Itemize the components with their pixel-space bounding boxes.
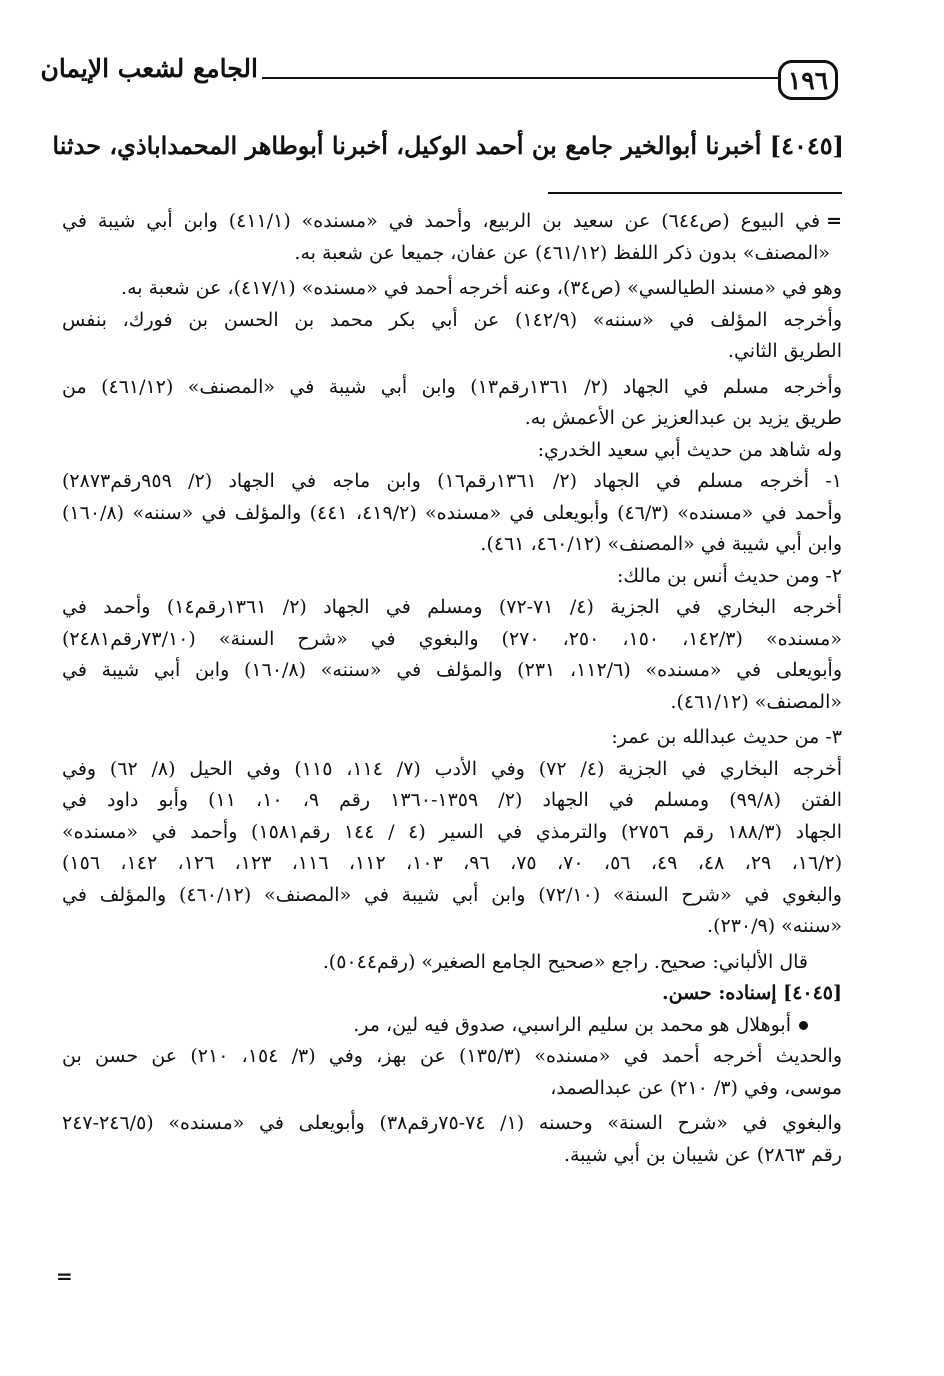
- header-rule: [262, 77, 778, 79]
- albani-verdict: قال الألباني: صحيح. راجع «صحيح الجامع الصغير» (رقم٥٠٤٤).: [322, 950, 808, 973]
- footnote-line: (١٦/٢، ٢٩، ٤٨، ٤٩، ٥٦، ٧٠، ٧٥، ٩٦، ١٠٣، ١١٢، ١١٦، ١٢٣، ١٢٦، ١٤٢، ١٥٦): [62, 852, 842, 874]
- continuation-marker-bottom: =: [56, 1264, 73, 1288]
- footnote-line: أخرجه البخاري في الجزية (٤/ ٧١-٧٢) ومسلم في الجهاد (٢/ ١٣٦١رقم١٤) وأحمد في: [62, 596, 842, 618]
- footnote-line: «المصنف» (٤٦١/١٢).: [670, 690, 842, 713]
- footnote-line: ٣- من حديث عبدالله بن عمر:: [611, 726, 842, 748]
- footnote-line: وأبويعلى في «مسنده» (١١٢/٦، ٢٣١) والمؤلف في «سننه» (١٦٠/٨) وابن أبي شيبة في: [62, 659, 842, 681]
- footnote-line: وابن أبي شيبة في «المصنف» (٤٦٠/١٢، ٤٦١).: [480, 533, 842, 555]
- continuation-marker-top: =: [826, 210, 842, 232]
- footnote-line: «سننه» (٢٣٠/٩).: [707, 915, 842, 937]
- footnote-line: الطريق الثاني.: [727, 340, 842, 362]
- footnote-line: الفتن (٩٩/٨) ومسلم في الجهاد (٢/ ١٣٥٩-١٣٦٠ رقم ٩، ١٠، ١١) وأبو داود في: [62, 789, 842, 811]
- footnote-line: وأحمد في «مسنده» (٤٦/٣) وأبويعلى في «مسنده» (٤١٩/٢، ٤٤١) والمؤلف في «سننه» (١٦٠/٨): [62, 501, 842, 524]
- footnote-line: طريق يزيد بن عبدالعزيز عن الأعمش به.: [524, 407, 842, 429]
- footnote-line: وأخرجه مسلم في الجهاد (٢/ ١٣٦١رقم١٣) وابن أبي شيبة في «المصنف» (٤٦١/١٢) من: [62, 375, 842, 398]
- running-title: الجامع لشعب الإيمان: [40, 54, 258, 83]
- footnotes: [62, 206, 842, 1171]
- footnote-line: «المصنف» بدون ذكر اللفظ (٤٦١/١٢) عن عفان، جميعا عن شعبة به.: [294, 241, 830, 264]
- footnote-line: موسى، وفي (٣/ ٢١٠) عن عبدالصمد،: [550, 1076, 842, 1099]
- footnote-line: والبغوي في «شرح السنة» وحسنه (١/ ٧٤-٧٥رقم٣٨) وأبويعلى في «مسنده» (٢٤٦/٥-٢٤٧: [62, 1112, 842, 1134]
- note-heading: [٤٠٤٥] إسناده: حسن.: [662, 982, 842, 1004]
- main-text-line: [٤٠٤٥] أخبرنا أبوالخير جامع بن أحمد الوكيل، أخبرنا أبوطاهر المحمداباذي، حدثنا: [52, 131, 844, 160]
- page-number-text: ١٩٦: [787, 65, 829, 95]
- footnote-separator: [548, 192, 842, 194]
- footnote-line: رقم ٢٨٦٣) عن شيبان بن أبي شيبة.: [563, 1143, 842, 1166]
- footnote-line: والحديث أخرجه أحمد في «مسنده» (١٣٥/٣) عن بهز، وفي (٣/ ١٥٤، ٢١٠) عن حسن بن: [62, 1045, 842, 1067]
- footnote-line: ١- أخرجه مسلم في الجهاد (٢/ ١٣٦١رقم١٦) وابن ماجه في الجهاد (٢/ ٩٥٩رقم٢٨٧٣): [62, 470, 842, 492]
- footnote-line: وله شاهد من حديث أبي سعيد الخدري:: [537, 438, 842, 461]
- footnote-line: والبغوي في «شرح السنة» (٧٢/١٠) وابن أبي شيبة في «المصنف» (٤٦٠/١٢) والمؤلف في: [62, 883, 842, 906]
- footnote-line: وأخرجه المؤلف في «سننه» (١٤٢/٩) عن أبي بكر محمد بن الحسن بن فورك، بنفس: [62, 308, 842, 331]
- page-number: [778, 60, 838, 100]
- footnote-line: «مسنده» (١٤٢/٣، ١٥٠، ٢٥٠، ٢٧٠) والبغوي في «شرح السنة» (٧٣/١٠رقم٢٤٨١): [62, 627, 842, 650]
- bullet-line: أبوهلال هو محمد بن سليم الراسبي، صدوق فيه لين، مر.: [62, 1010, 842, 1042]
- footnote-line: الجهاد (١٨٨/٣ رقم ٢٧٥٦) والترمذي في السير (٤ / ١٤٤ رقم١٥٨١) وأحمد في «مسنده»: [62, 820, 842, 843]
- footnote-line: وهو في «مسند الطيالسي» (ص٣٤)، وعنه أخرجه أحمد في «مسنده» (٤١٧/١)، عن شعبة به.: [121, 277, 842, 299]
- footnote-line: =في البيوع (ص٦٤٤) عن سعيد بن الربيع، وأحمد في «مسنده» (٤١١/١) وابن أبي شيبة في: [62, 210, 842, 232]
- footnote-line: ٢- ومن حديث أنس بن مالك:: [616, 564, 842, 587]
- bullet-icon: [799, 1021, 808, 1030]
- footnote-line: أخرجه البخاري في الجزية (٤/ ٧٢) وفي الأدب (٧/ ١١٤، ١١٥) وفي الحيل (٨/ ٦٢) وفي: [62, 757, 842, 780]
